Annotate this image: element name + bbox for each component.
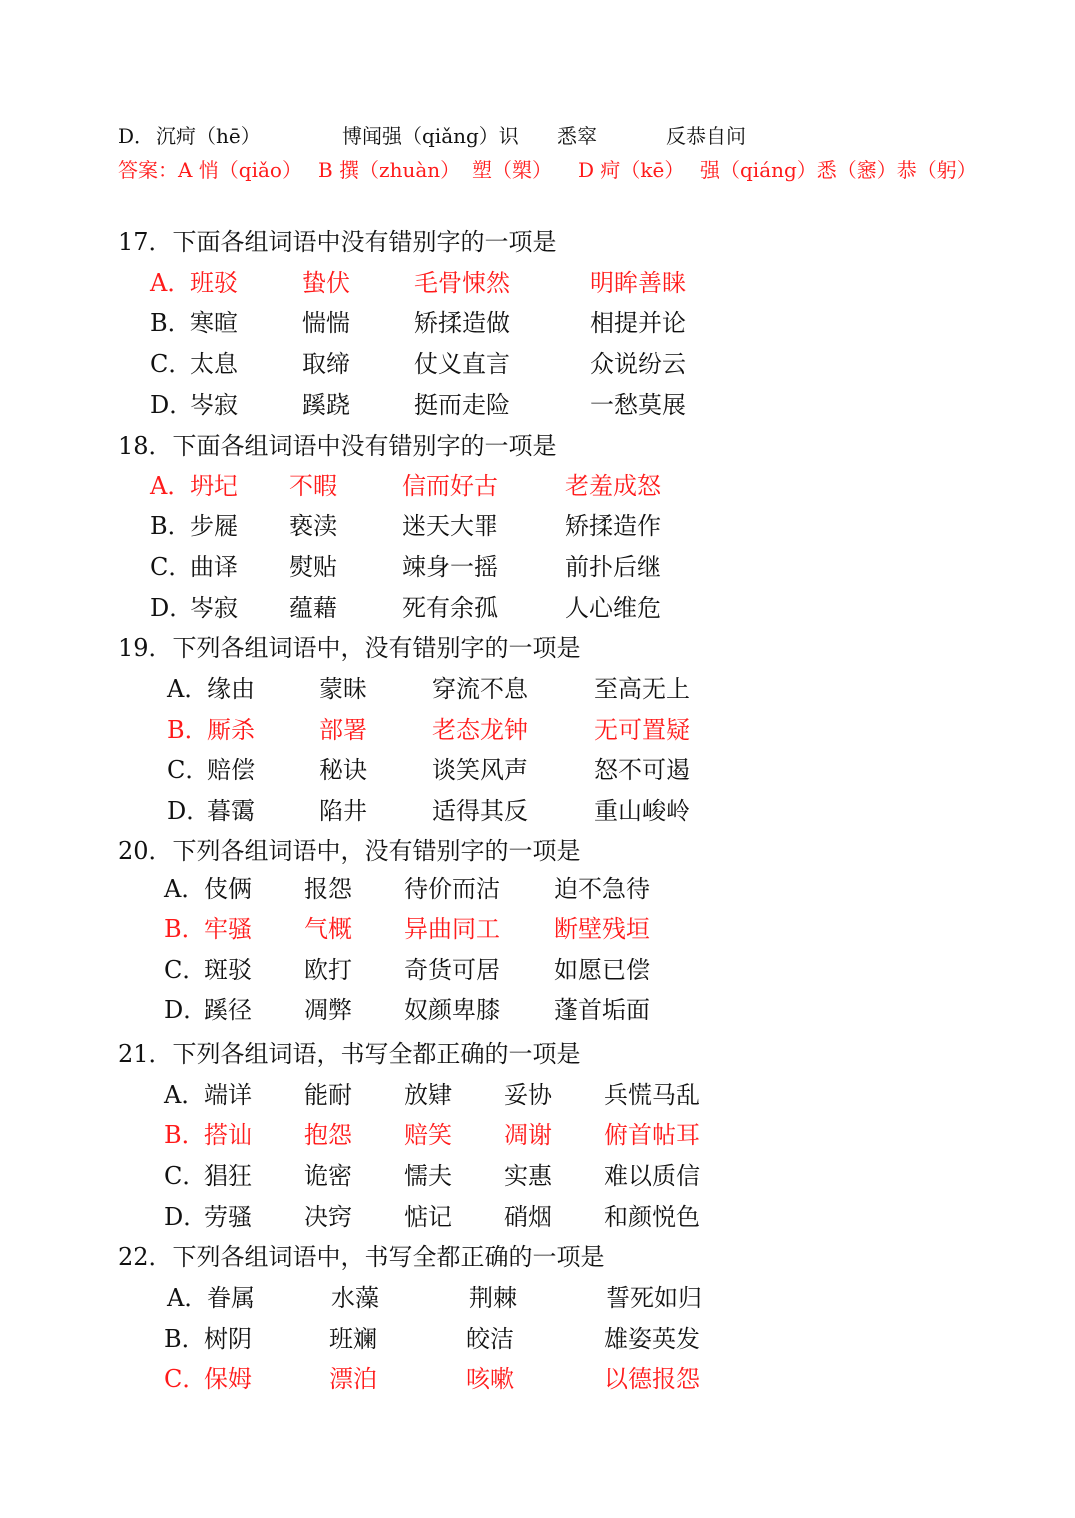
- word: 惦记: [404, 1203, 452, 1231]
- option-label: A．: [164, 1081, 206, 1109]
- word: 众说纷云: [590, 350, 686, 378]
- word: 实惠: [504, 1162, 552, 1190]
- word: 岑寂: [190, 391, 238, 419]
- word: 反恭自问: [666, 124, 746, 148]
- word: 搭讪: [204, 1121, 252, 1149]
- word: 蓬首垢面: [554, 996, 650, 1024]
- word: 信而好古: [402, 472, 498, 500]
- word: 蛰伏: [302, 269, 350, 297]
- word: 老羞成怒: [565, 472, 661, 500]
- word: 至高无上: [594, 675, 690, 703]
- answer-part: 答案：A 悄（qiǎo）: [118, 158, 302, 182]
- word: 无可置疑: [594, 716, 690, 744]
- word: 水藻: [331, 1284, 379, 1312]
- word: 一愁莫展: [590, 391, 686, 419]
- question-18-stem: 18．下面各组词语中没有错别字的一项是: [118, 432, 557, 460]
- word: 太息: [190, 350, 238, 378]
- word: 前扑后继: [565, 553, 661, 581]
- word: 毛骨悚然: [414, 269, 510, 297]
- word: 缘由: [207, 675, 255, 703]
- word: 惴惴: [302, 309, 350, 337]
- word: 以德报怨: [604, 1365, 700, 1393]
- word: 步屣: [190, 512, 238, 540]
- option-label: D．: [150, 594, 194, 622]
- word: 岑寂: [190, 594, 238, 622]
- question-22-stem: 22．下列各组词语中，书写全都正确的一项是: [118, 1243, 605, 1271]
- word: 漂泊: [329, 1365, 377, 1393]
- word: 人心维危: [565, 594, 661, 622]
- word: 蹊径: [204, 996, 252, 1024]
- option-label: C．: [164, 1365, 207, 1393]
- word: 斑驳: [204, 956, 252, 984]
- word: 蒙昧: [319, 675, 367, 703]
- word: 陷井: [319, 797, 367, 825]
- word: 谈笑风声: [432, 756, 528, 784]
- word: 蹊跷: [302, 391, 350, 419]
- word: 班斓: [329, 1325, 377, 1353]
- word: 能耐: [304, 1081, 352, 1109]
- answer-part: D 疴（kē）: [578, 158, 685, 182]
- word: 重山峻岭: [594, 797, 690, 825]
- word: 相提并论: [590, 309, 686, 337]
- word: 报怨: [304, 875, 352, 903]
- question-17-stem: 17．下面各组词语中没有错别字的一项是: [118, 228, 557, 256]
- word: 蕴藉: [289, 594, 337, 622]
- answer-part: 塑（槊）: [472, 158, 552, 182]
- word: 劳骚: [204, 1203, 252, 1231]
- word: 明眸善睐: [590, 269, 686, 297]
- word: 保姆: [204, 1365, 252, 1393]
- word: 博闻强（qiǎng）识: [342, 124, 519, 148]
- option-label: B．: [164, 915, 206, 943]
- word: 矫揉造作: [565, 512, 661, 540]
- word: 适得其反: [432, 797, 528, 825]
- word: 诡密: [304, 1162, 352, 1190]
- word: 赔笑: [404, 1121, 452, 1149]
- word: 牢骚: [204, 915, 252, 943]
- word: 厮杀: [207, 716, 255, 744]
- word: 挺而走险: [414, 391, 510, 419]
- option-label: A．: [150, 472, 192, 500]
- option-label: B．: [150, 309, 192, 337]
- question-20-stem: 20．下列各组词语中，没有错别字的一项是: [118, 837, 581, 865]
- word: 沉疴（hē）: [156, 124, 261, 148]
- option-label: C．: [150, 553, 193, 581]
- word: 待价而沽: [404, 875, 500, 903]
- question-21-stem: 21．下列各组词语，书写全都正确的一项是: [118, 1040, 581, 1068]
- word: 秘诀: [319, 756, 367, 784]
- word: 奴颜卑膝: [404, 996, 500, 1024]
- word: 熨贴: [289, 553, 337, 581]
- word: 曲译: [190, 553, 238, 581]
- option-label: A．: [164, 875, 206, 903]
- word: 奇货可居: [404, 956, 500, 984]
- option-label: D．: [118, 124, 155, 148]
- word: 部署: [319, 716, 367, 744]
- word: 凋谢: [504, 1121, 552, 1149]
- word: 亵渎: [289, 512, 337, 540]
- option-label: B．: [164, 1121, 206, 1149]
- option-label: D．: [167, 797, 211, 825]
- option-label: C．: [164, 1162, 207, 1190]
- word: 寒暄: [190, 309, 238, 337]
- word: 放肄: [404, 1081, 452, 1109]
- word: 矫揉造做: [414, 309, 510, 337]
- word: 皎洁: [466, 1325, 514, 1353]
- answer-part: 强（qiáng）悉（窸）恭（躬）: [700, 158, 977, 182]
- word: 难以质信: [604, 1162, 700, 1190]
- word: 懦夫: [404, 1162, 452, 1190]
- option-label: C．: [164, 956, 207, 984]
- answer-part: B 撰（zhuàn）: [318, 158, 461, 182]
- option-label: A．: [167, 1284, 209, 1312]
- option-label: B．: [164, 1325, 206, 1353]
- word: 迷天大罪: [402, 512, 498, 540]
- word: 暮霭: [207, 797, 255, 825]
- word: 异曲同工: [404, 915, 500, 943]
- word: 兵慌马乱: [604, 1081, 700, 1109]
- option-label: A．: [167, 675, 209, 703]
- word: 不暇: [289, 472, 337, 500]
- option-label: A．: [150, 269, 192, 297]
- word: 坍圮: [190, 472, 238, 500]
- word: 气概: [304, 915, 352, 943]
- option-label: D．: [164, 996, 208, 1024]
- question-19-stem: 19．下列各组词语中，没有错别字的一项是: [118, 634, 581, 662]
- option-label: C．: [150, 350, 193, 378]
- word: 穿流不息: [432, 675, 528, 703]
- word: 荆棘: [469, 1284, 517, 1312]
- word: 断壁残垣: [554, 915, 650, 943]
- word: 俯首帖耳: [604, 1121, 700, 1149]
- word: 取缔: [302, 350, 350, 378]
- word: 猖狂: [204, 1162, 252, 1190]
- word: 硝烟: [504, 1203, 552, 1231]
- word: 竦身一摇: [402, 553, 498, 581]
- option-label: C．: [167, 756, 210, 784]
- word: 迫不急待: [554, 875, 650, 903]
- word: 抱怨: [304, 1121, 352, 1149]
- word: 雄姿英发: [604, 1325, 700, 1353]
- word: 怒不可遏: [594, 756, 690, 784]
- word: 眷属: [207, 1284, 255, 1312]
- word: 如愿已偿: [554, 956, 650, 984]
- word: 赔偿: [207, 756, 255, 784]
- option-label: D．: [164, 1203, 208, 1231]
- word: 老态龙钟: [432, 716, 528, 744]
- option-label: D．: [150, 391, 194, 419]
- word: 端详: [204, 1081, 252, 1109]
- word: 和颜悦色: [604, 1203, 700, 1231]
- word: 死有余孤: [402, 594, 498, 622]
- word: 班驳: [190, 269, 238, 297]
- word: 伎俩: [204, 875, 252, 903]
- word: 悉窣: [557, 124, 597, 148]
- option-label: B．: [150, 512, 192, 540]
- word: 决窍: [304, 1203, 352, 1231]
- word: 咳嗽: [466, 1365, 514, 1393]
- word: 妥协: [504, 1081, 552, 1109]
- word: 仗义直言: [414, 350, 510, 378]
- word: 凋弊: [304, 996, 352, 1024]
- option-label: B．: [167, 716, 209, 744]
- word: 誓死如归: [606, 1284, 702, 1312]
- word: 欧打: [304, 956, 352, 984]
- word: 树阴: [204, 1325, 252, 1353]
